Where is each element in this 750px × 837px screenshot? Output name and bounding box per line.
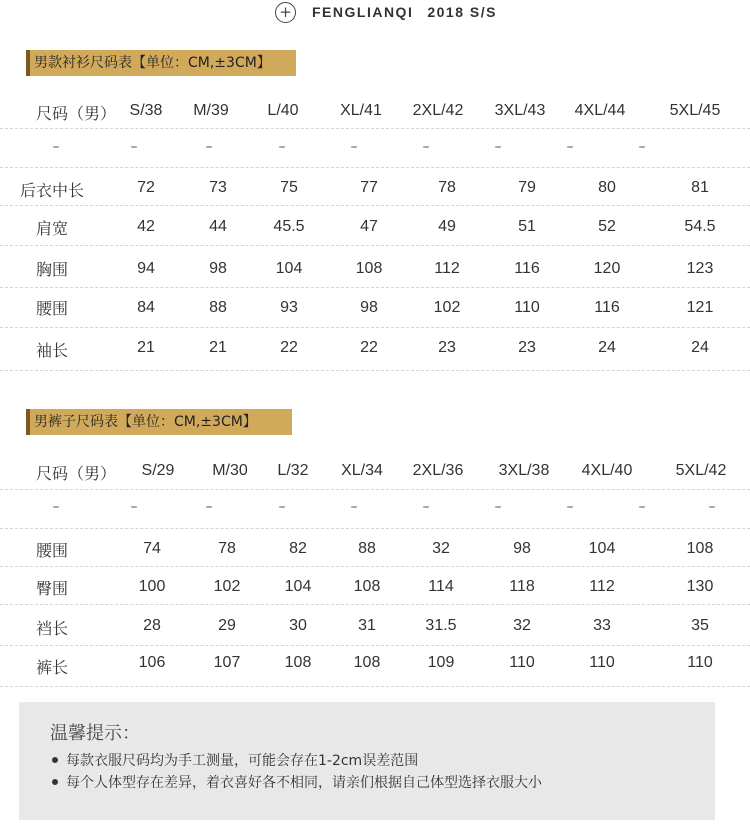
divider — [0, 370, 750, 371]
pants-cell: 30 — [289, 617, 307, 634]
pants-cell: 102 — [213, 578, 241, 595]
pants-cell: 107 — [213, 654, 241, 671]
pants-table-title-text: 男裤子尺码表【单位：CM,±3CM】 — [34, 414, 257, 430]
placeholder-dash: – — [205, 139, 213, 155]
pants-cell: 109 — [427, 654, 455, 671]
pants-cell: 88 — [358, 540, 376, 557]
pants-row-label: 裆长 — [36, 619, 69, 638]
shirt-cell: 77 — [360, 179, 378, 196]
pants-cell: 108 — [284, 654, 312, 671]
placeholder-dash: – — [638, 139, 646, 155]
shirt-cell: 116 — [514, 260, 540, 277]
placeholder-dash: – — [350, 139, 358, 155]
pants-cell: 114 — [428, 578, 454, 595]
shirt-header-label: 尺码（男） — [36, 104, 117, 123]
pants-cell: 35 — [691, 617, 709, 634]
pants-cell: 82 — [289, 540, 307, 557]
pants-header-label: 尺码（男） — [36, 464, 117, 483]
pants-cell: 108 — [353, 578, 381, 595]
placeholder-dash: – — [205, 499, 213, 515]
pants-cell: 106 — [138, 654, 166, 671]
bullet-icon — [52, 757, 58, 763]
placeholder-dash: – — [422, 139, 430, 155]
bullet-icon — [52, 779, 58, 785]
shirt-cell: 98 — [209, 260, 227, 277]
placeholder-dash: – — [566, 139, 574, 155]
shirt-cell: 42 — [137, 218, 155, 235]
pants-row-label: 裤长 — [36, 658, 69, 677]
placeholder-dash: – — [494, 139, 502, 155]
pants-cell: 31.5 — [425, 617, 457, 634]
shirt-cell: 21 — [137, 339, 155, 356]
pants-size-header: 5XL/42 — [675, 462, 727, 479]
shirt-cell: 24 — [598, 339, 616, 356]
shirt-cell: 123 — [686, 260, 714, 277]
placeholder-dash: – — [708, 499, 716, 515]
shirt-cell: 49 — [438, 218, 456, 235]
shirt-cell: 104 — [275, 260, 303, 277]
placeholder-dash: – — [52, 139, 60, 155]
pants-table-title — [26, 409, 292, 435]
pants-size-header: L/32 — [277, 462, 309, 479]
shirt-cell: 93 — [280, 299, 298, 316]
shirt-row-label: 胸围 — [36, 260, 69, 279]
shirt-cell: 44 — [209, 218, 227, 235]
pants-cell: 100 — [138, 578, 166, 595]
brand-title — [312, 4, 497, 20]
shirt-row-label: 腰围 — [36, 299, 69, 318]
shirt-table-title — [26, 50, 296, 76]
placeholder-dash: – — [350, 499, 358, 515]
pants-size-header: 4XL/40 — [581, 462, 633, 479]
shirt-cell: 73 — [209, 179, 227, 196]
placeholder-dash: – — [566, 499, 574, 515]
pants-row-label: 臀围 — [36, 579, 69, 598]
shirt-cell: 51 — [518, 218, 536, 235]
divider — [0, 327, 750, 328]
shirt-table-title-text: 男款衬衫尺码表【单位：CM,±3CM】 — [34, 55, 271, 71]
shirt-size-header: L/40 — [267, 102, 299, 119]
pants-cell: 112 — [589, 578, 615, 595]
tips-item-text: 每个人体型存在差异，着衣喜好各不相同，请亲们根据自己体型选择衣服大小 — [66, 775, 542, 791]
pants-cell: 31 — [358, 617, 376, 634]
pants-cell: 29 — [218, 617, 236, 634]
shirt-cell: 54.5 — [684, 218, 716, 235]
shirt-cell: 98 — [360, 299, 378, 316]
shirt-cell: 21 — [209, 339, 227, 356]
shirt-size-header: 4XL/44 — [574, 102, 626, 119]
shirt-size-header: S/38 — [129, 102, 163, 119]
pants-size-header: 2XL/36 — [412, 462, 464, 479]
shirt-cell: 52 — [598, 218, 616, 235]
pants-size-header: S/29 — [141, 462, 175, 479]
shirt-cell: 112 — [434, 260, 460, 277]
placeholder-dash: – — [278, 499, 286, 515]
divider — [0, 686, 750, 687]
pants-size-header: 3XL/38 — [498, 462, 550, 479]
pants-cell: 104 — [284, 578, 312, 595]
shirt-cell: 47 — [360, 218, 378, 235]
pants-cell: 28 — [143, 617, 161, 634]
shirt-cell: 45.5 — [273, 218, 305, 235]
pants-cell: 32 — [432, 540, 450, 557]
pants-cell: 98 — [513, 540, 531, 557]
shirt-cell: 23 — [518, 339, 536, 356]
shirt-row-label: 后衣中长 — [20, 181, 85, 200]
tips-title: 温馨提示： — [50, 723, 140, 744]
pants-size-header: XL/34 — [341, 462, 383, 479]
divider — [0, 167, 750, 168]
shirt-size-header: M/39 — [193, 102, 229, 119]
placeholder-dash: – — [130, 499, 138, 515]
tips-item — [52, 772, 542, 792]
pants-size-header: M/30 — [212, 462, 248, 479]
pants-cell: 130 — [686, 578, 714, 595]
shirt-cell: 110 — [514, 299, 540, 316]
placeholder-dash: – — [130, 139, 138, 155]
shirt-cell: 102 — [433, 299, 461, 316]
shirt-cell: 79 — [518, 179, 536, 196]
divider — [0, 566, 750, 567]
shirt-cell: 22 — [360, 339, 378, 356]
shirt-cell: 72 — [137, 179, 155, 196]
pants-cell: 104 — [588, 540, 616, 557]
pants-cell: 110 — [589, 654, 615, 671]
tips-item-text: 每款衣服尺码均为手工测量，可能会存在1-2cm误差范围 — [66, 753, 419, 769]
shirt-cell: 121 — [686, 299, 714, 316]
shirt-cell: 84 — [137, 299, 155, 316]
tips-item — [52, 750, 418, 770]
pants-cell: 108 — [353, 654, 381, 671]
placeholder-dash: – — [638, 499, 646, 515]
shirt-cell: 116 — [594, 299, 620, 316]
pants-cell: 108 — [686, 540, 714, 557]
placeholder-dash: – — [422, 499, 430, 515]
placeholder-dash: – — [494, 499, 502, 515]
brand-name: FENGLIANQI — [312, 4, 414, 20]
pants-cell: 118 — [509, 578, 535, 595]
shirt-cell: 75 — [280, 179, 298, 196]
pants-cell: 32 — [513, 617, 531, 634]
placeholder-dash: – — [52, 499, 60, 515]
shirt-cell: 94 — [137, 260, 155, 277]
divider — [0, 645, 750, 646]
brand-season: 2018 S/S — [427, 4, 497, 20]
divider — [0, 489, 750, 490]
shirt-cell: 24 — [691, 339, 709, 356]
shirt-size-header: 5XL/45 — [669, 102, 721, 119]
placeholder-dash: – — [278, 139, 286, 155]
divider — [0, 604, 750, 605]
shirt-cell: 81 — [691, 179, 709, 196]
shirt-size-header: 2XL/42 — [412, 102, 464, 119]
shirt-cell: 78 — [438, 179, 456, 196]
divider — [0, 287, 750, 288]
pants-row-label: 腰围 — [36, 541, 69, 560]
pants-cell: 78 — [218, 540, 236, 557]
divider — [0, 205, 750, 206]
pants-cell: 33 — [593, 617, 611, 634]
pants-cell: 110 — [687, 654, 713, 671]
tips-box — [19, 702, 715, 820]
shirt-cell: 108 — [355, 260, 383, 277]
shirt-size-header: XL/41 — [340, 102, 382, 119]
shirt-cell: 88 — [209, 299, 227, 316]
shirt-cell: 22 — [280, 339, 298, 356]
divider — [0, 245, 750, 246]
shirt-cell: 80 — [598, 179, 616, 196]
plus-circle-icon: + — [275, 2, 296, 23]
shirt-row-label: 肩宽 — [36, 219, 69, 238]
pants-cell: 110 — [509, 654, 535, 671]
pants-cell: 74 — [143, 540, 161, 557]
shirt-row-label: 袖长 — [36, 341, 69, 360]
shirt-cell: 120 — [593, 260, 621, 277]
shirt-size-header: 3XL/43 — [494, 102, 546, 119]
divider — [0, 128, 750, 129]
divider — [0, 528, 750, 529]
shirt-cell: 23 — [438, 339, 456, 356]
